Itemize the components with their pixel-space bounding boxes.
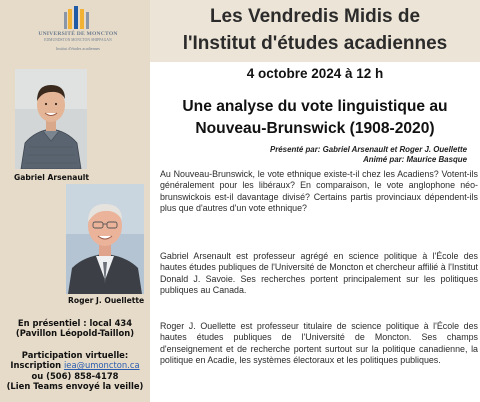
bio-ouellette-paragraph: Roger J. Ouellette est professeur titulaire de science politique à l'École des hautes études publiques de l'Université de Moncton. Ses champs d'enseignement et de recherche portent surtout sur la politique canadienne, la politique en Acadie, les systèmes électoraux et les politiques publiques. [160,321,478,365]
title-banner [150,0,480,62]
sidebar [0,0,150,402]
universite-de-moncton-logo [26,5,130,57]
inscription-label: Inscription [10,360,62,371]
title-line2: l'Institut d'études acadiennes [182,33,448,54]
logo-campuses: EDMUNDSTON MONCTON SHIPPAGAN [44,38,112,42]
teams-note: (Lien Teams envoyé la veille) [6,381,144,392]
in-person-line1: En présentiel : local 434 [17,318,133,328]
portrait-older-man-icon [66,184,144,294]
inscription-line [4,360,146,370]
logo-university-name: UNIVERSITÉ DE MONCTON [38,31,118,37]
email-link[interactable]: iea@umoncton.ca [63,360,140,371]
in-person-line2: (Pavillon Léopold-Taillon) [15,328,135,339]
portrait-young-man-icon [15,69,87,169]
speaker-caption-ouellette: Roger J. Ouellette [68,296,145,305]
presented-by: Présenté par: Gabriel Arsenault et Roger J. Ouellette [269,145,467,154]
virtual-heading: Participation virtuelle: [21,350,129,360]
title-line1: Les Vendredis Midis de [209,6,421,27]
in-person-location [4,318,146,339]
event-date: 4 octobre 2024 à 12 h [246,66,384,81]
speaker-caption-arsenault: Gabriel Arsenault [14,173,89,182]
bio-arsenault-paragraph: Gabriel Arsenault est professeur agrégé en science politique à l'École des hautes études publiques de l'Université de Moncton et chercheur affilié à l'Institut Donald J. Savoie. Ses recherches portent principalement sur les politiques publiques au Canada. [160,251,478,295]
phone-number: ou (506) 858-4178 [31,370,119,381]
talk-title-line1: Une analyse du vote linguistique au [182,98,448,115]
moderated-by: Animé par: Maurice Basque [363,155,467,165]
logo-mark-icon [60,5,96,31]
presenters-block [270,145,467,165]
abstract-paragraph: Au Nouveau-Brunswick, le vote ethnique existe-t-il chez les Acadiens? Votent-ils généralement pour les libéraux? En comparaison, le vote anglophone néo-brunswickois est-il davantage divisé? Certains partis provinciaux dépendent-ils plus que d'autres d'un vote ethnique? [160,169,478,213]
main-content [150,0,480,402]
logo-institute-name: Institut d'études acadiennes [56,46,100,51]
virtual-participation [4,350,146,392]
talk-title-line2: Nouveau-Brunswick (1908-2020) [195,120,435,137]
